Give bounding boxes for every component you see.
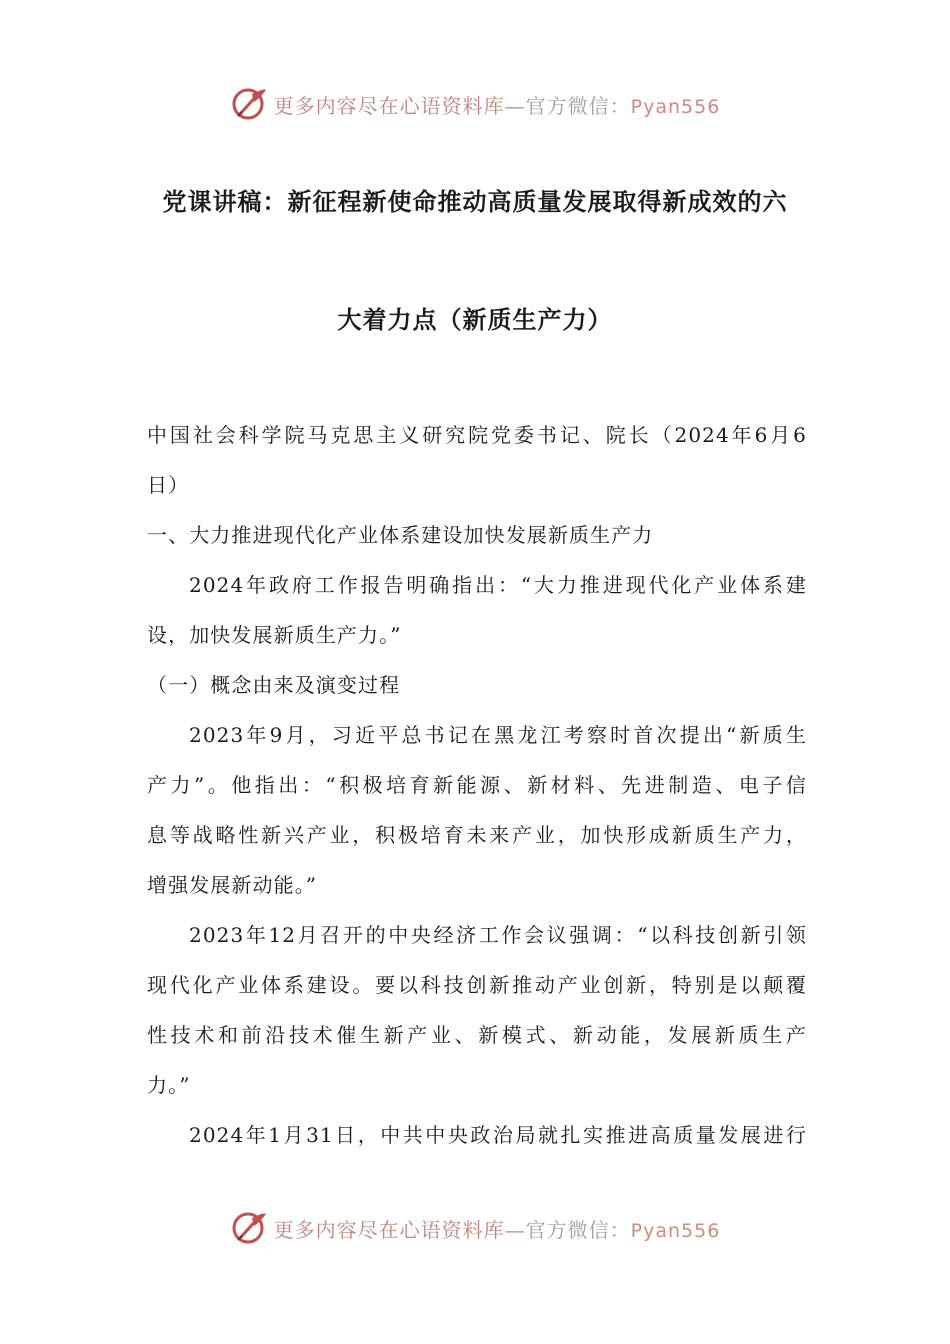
body-content <box>147 510 807 1160</box>
paragraph: 2023年9月，习近平总书记在黑龙江考察时首次提出“新质生 产力”。他指出：“积极培育新能源、新材料、先进制造、电子信 息等战略性新兴产业，积极培育未来产业，加快形成新质生产力， 增强发展新动能。” <box>147 723 807 897</box>
section-heading: 一、大力推进现代化产业体系建设加快发展新质生产力 <box>147 523 654 547</box>
page-title-line-1: 党课讲稿：新征程新使命推动高质量发展取得新成效的六 <box>162 187 788 216</box>
author-block <box>147 410 807 510</box>
watermark-banner-bottom <box>0 1208 950 1248</box>
paragraph: 2024年政府工作报告明确指出：“大力推进现代化产业体系建 设，加快发展新质生产力。” <box>147 573 807 647</box>
paragraph: 2023年12月召开的中央经济工作会议强调：“以科技创新引领 现代化产业体系建设。要以科技创新推动产业创新，特别是以颠覆 性技术和前沿技术催生新产业、新模式、新动能，发展新质生产 力。” <box>147 923 807 1097</box>
watermark-text: 更多内容尽在心语资料库—官方微信：Pyan556 <box>273 93 721 118</box>
watermark-text: 更多内容尽在心语资料库—官方微信：Pyan556 <box>273 1217 721 1242</box>
author-line: 中国社会科学院马克思主义研究院党委书记、院长（2024年6月6 <box>147 423 807 447</box>
paragraph: 2024年1月31日，中共中央政治局就扎实推进高质量发展进行 <box>189 1123 807 1147</box>
author-line: 日） <box>147 473 190 497</box>
page-title-line-2: 大着力点（新质生产力） <box>337 305 613 334</box>
subsection-heading: （一）概念由来及演变过程 <box>147 673 401 697</box>
quill-logo-icon <box>230 1208 270 1248</box>
watermark-banner-top <box>0 84 950 124</box>
quill-logo-icon <box>230 84 270 124</box>
